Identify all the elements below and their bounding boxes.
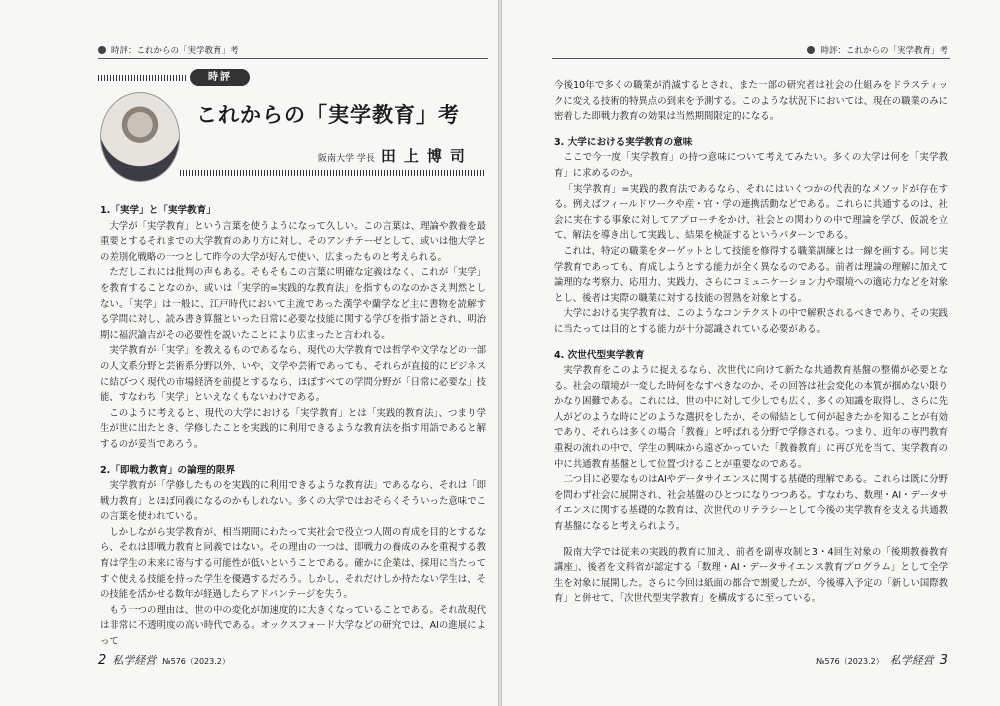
paragraph: 実学教育が「実学」を教えるものであるなら、現代の大学教育では哲学や文学などの一部の人文系分野と芸術系分野以外、いや、文学や芸術であっても、それらが直接的にビジネスに結びつく現代の市場経済を前提とするなら、ほぼすべての学問分野が「日常に必要な」技能、すなわち「実学」といえなくもないわけである。 [100,345,486,404]
paragraph: 「実学教育」=実践的教育法であるなら、それにはいくつかの代表的なメソッドが存在する。例えばフィールドワークや産・官・学の連携活動などである。これらに共通するのは、社会に実在する事象に対してアプローチをかけ、社会との関わりの中で理論を学び、仮説を立て、解法を導き出して実践し、結果を検証するというパターンである。 [554,183,948,242]
running-head-right [807,44,948,56]
issue-label: №576（2023.2） [816,657,884,666]
section-heading: 1.「実学」と「実学教育」 [100,205,216,216]
journal-name: 私学経営 [889,654,934,667]
paragraph: 大学における実学教育は、このようなコンテクストの中で解釈されるべきであり、その実践に当たっては目的とする能力が十分認識されている必要がある。 [554,308,948,335]
author-portrait [100,92,180,182]
bullet-dot-icon [98,46,106,54]
running-head-left [98,44,239,56]
article-title: これからの「実学教育」考 [196,103,460,127]
paragraph: 今後10年で多くの職業が消滅するとされ、また一部の研究者は社会の仕組みをドラスティックに変える技術的特異点の到来を予測する。このような状況下においては、現在の職業のみに密着した即戦力教育の効果は当然期間限定的になる。 [554,80,948,123]
paragraph-gap [554,338,948,348]
paragraph: 実学教育をこのように捉えるなら、次世代に向けて新たな共通教育基盤の整備が必要となる。社会の環境が一変した時何をなすべきなのか、その回答は社会変化の本質が掴めない限りかなり困難である。これには、世の中に対して少しでも広く、多くの知識を取得し、さらに先人がどのような時にどのような選択をしたか、その帰結として何が起きたかを知ることが有効であり、それらは多くの場合「教養」と呼ばれる分野で学修される。つまり、近年の専門教育重視の流れの中で、学生の興味から遠ざかっていた「教養教育」に再び光を当て、実学教育の中に共通教育基盤として位置づけることが重要なのである。 [554,365,948,470]
right-page [502,0,1000,706]
paragraph: このように考えると、現代の大学における「実学教育」とは「実践的教育法」、つまり学生が世に出たとき、学修したことを実践的に利用できるような教育法を指す用語であると解するのが妥当であろう。 [100,407,486,450]
section-badge: 時評 [190,69,250,86]
paragraph: ただしこれには批判の声もある。そもそもこの言葉に明確な定義はなく、これが「実学」を教育することなのか、或いは「実学的=実践的な教育法」を指すものなのかさえ判然としない。「実学」は一般に、江戸時代において主流であった漢学や蘭学など主に書物を読解する学問に対し、読み書き算盤といった日常に必要な技能に関する学びを指す語とされ、明治期に福沢諭吉がその必要性を説いたことにより広まったと言われる。 [100,267,486,341]
head-rule [552,58,950,59]
page-number: 2 [98,653,107,668]
tick-rule-bottom [180,170,485,176]
paragraph-gap [100,453,486,463]
author-line [318,145,473,166]
footer-left [98,652,230,668]
section-heading: 4. 次世代型実学教育 [554,349,645,361]
journal-name: 私学経営 [112,654,157,667]
section-heading: 3. 大学における実学教育の意味 [554,136,693,148]
paragraph: もう一つの理由は、世の中の変化が加速度的に大きくなっていることである。それ故現代は非常に不透明度の高い時代である。オックスフォード大学などの研究では、AIの進展によって [100,604,486,648]
paragraph: 大学が「実学教育」という言葉を使うようになって久しい。この言葉は、理論や教養を最重要とするそれまでの大学教育のあり方に対し、そのアンチテーゼとして、或いは他大学との差別化戦略の一つとして昨今の大学が好んで使い、広まったものと考えられる。 [100,220,486,263]
paragraph: これは、特定の職業をターゲットとして技能を修得する職業訓練とは一線を画する。同じ実学教育であっても、育成しようとする能力が全く異なるのである。前者は理論の理解に加えて論理的な考察力、応用力、実践力、さらにコミュニケーション力や環境への適応力などを対象とし、後者は実際の職業に対する技能の習熟を対象とする。 [554,245,948,304]
page-number: 3 [939,653,948,668]
paragraph: しかしながら実学教育が、相当期間にわたって実社会で役立つ人間の育成を目的とするなら、それは即戦力教育と同義ではない。その理由の一つは、即戦力の養成のみを重視する教育は学生の未来に寄与する可能性が低いということである。確かに企業は、採用に当たってすぐ使える技能を持った学生を優遇するだろう。しかし、それだけしか持たない学生は、その技能を活かせる数年が経過したらアドバンテージを失う。 [100,526,486,601]
paragraph: 二つ目に必要なものはAIやデータサイエンスに関する基礎的理解である。これらは既に分野を問わず社会に展開され、社会基盤のひとつになりつつある。すなわち、数理・AI・データサイエンスに関する基礎的な教育は、次世代のリテラシーとして今後の実学教育を支える共通教育基盤になると考えられよう。 [554,474,948,533]
paragraph-gap [554,535,948,545]
running-head-text: 時評：これからの「実学教育」考 [111,46,239,56]
paragraph: 実学教育が「学修したものを実践的に利用できるような教育法」であるなら、それは「即戦力教育」とほぼ同義になるのかもしれない。多くの大学ではおそらくそういった意味でこの言葉を使われている。 [100,480,486,523]
bullet-dot-icon [807,46,815,54]
paragraph: ここで今一度「実学教育」の持つ意味について考えてみたい。多くの大学は何を「実学教育」に求めるのか。 [554,152,948,179]
section-heading: 2.「即戦力教育」の論理的限界 [100,464,236,476]
head-rule [98,58,488,59]
right-body-text [554,78,948,607]
issue-label: №576（2023.2） [162,657,230,666]
left-page [0,0,498,706]
paragraph: 阪南大学では従来の実践的教育に加え、前者を副専攻制と3・4回生対象の「後期教養教育講座」、後者を文科省が認定する「数理・AI・データサイエンス教育プログラム」として全学生を対象に展開した。さらに今回は紙面の都合で割愛したが、今後導入予定の「新しい国際教育」と併せて、「次世代型実学教育」を構成するに至っている。 [554,546,948,605]
author-affiliation: 阪南大学 学長 [318,154,375,164]
author-name: 田上博司 [380,147,473,165]
left-body-text [100,203,486,650]
footer-right [816,652,948,668]
tick-rule-top [98,75,188,81]
running-head-text: 時評：これからの「実学教育」考 [820,46,948,56]
paragraph-gap [554,125,948,135]
